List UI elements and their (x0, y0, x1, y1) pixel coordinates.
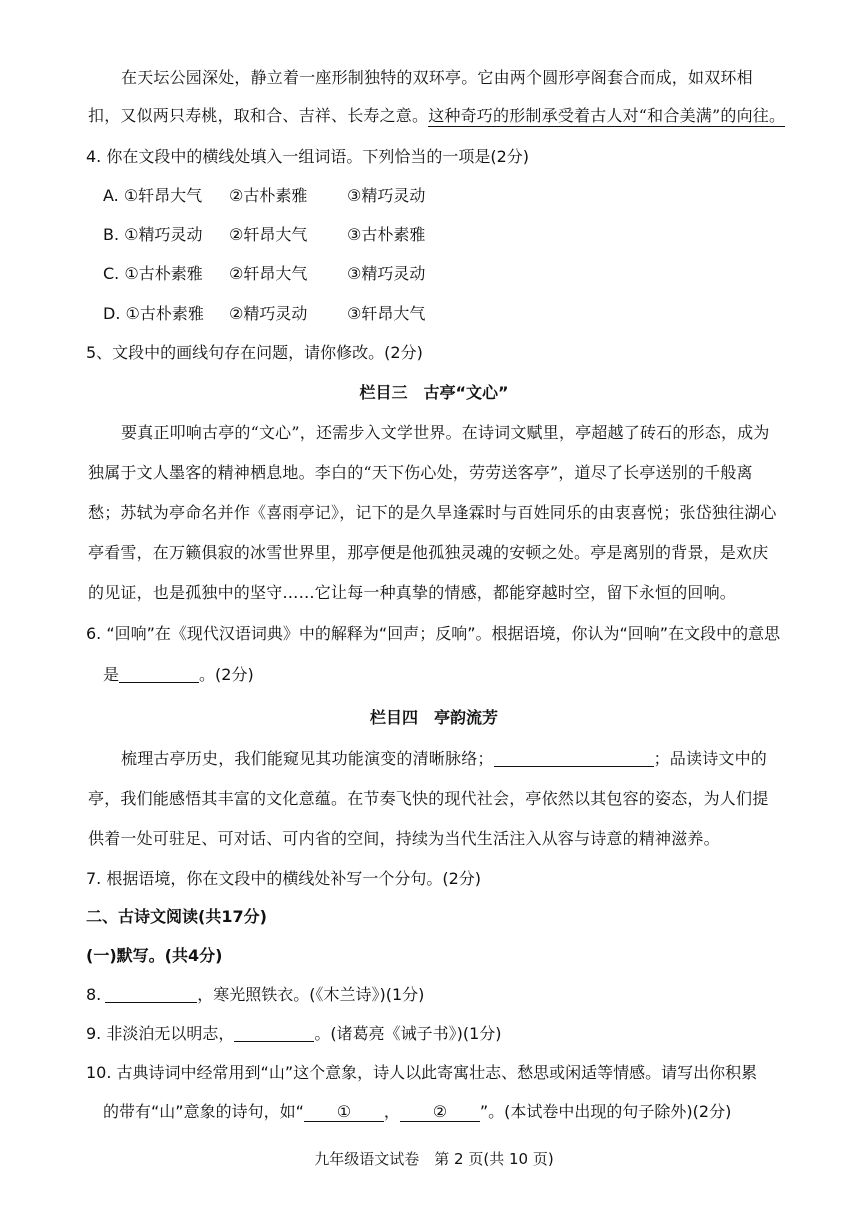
question-6-answer-line (103, 665, 254, 685)
question-9 (86, 1024, 502, 1044)
part-2-title: 二、古诗文阅读(共17分) (86, 907, 267, 926)
section-4-title: 栏目四 亭韵流芳 (369, 708, 498, 727)
passage-text: 扣，又似两只寿桃，取和合、吉祥、长寿之意。 (88, 106, 429, 125)
option-a-1[interactable]: A. ①轩昂大气 (103, 186, 203, 205)
option-b-3: ③古朴素雅 (347, 225, 426, 244)
answer-blank-1[interactable]: ① (304, 1103, 384, 1122)
passage-line: 独属于文人墨客的精神栖息地。李白的“天下伤心处，劳劳送客亭”，道尽了长亭送别的千般离 (88, 463, 753, 482)
question-8 (86, 985, 424, 1005)
option-d-3: ③轩昂大气 (347, 304, 426, 323)
option-d-2: ②精巧灵动 (229, 304, 308, 323)
passage-line (88, 106, 785, 126)
text: 是 (103, 665, 120, 684)
passage-line: 亭，我们能感悟其丰富的文化意蕴。在节奏飞快的现代社会，亭依然以其包容的姿态，为人们提 (88, 789, 769, 808)
question-10-answer-line (103, 1102, 731, 1122)
text: ， (383, 1102, 400, 1121)
text: 。(2分) (199, 665, 254, 684)
passage-line: 在天坛公园深处，静立着一座形制独特的双环亭。它由两个圆形亭阁套合而成，如双环相 (121, 68, 753, 87)
option-d-1[interactable]: D. ①古朴素雅 (103, 304, 204, 323)
question-4-stem: 4. 你在文段中的横线处填入一组词语。下列恰当的一项是(2分) (86, 147, 530, 166)
option-c-2: ②轩昂大气 (229, 264, 308, 283)
text: 9. 非淡泊无以明志， (86, 1024, 235, 1043)
fill-blank[interactable] (494, 750, 654, 767)
text: 梳理古亭历史，我们能窥见其功能演变的清晰脉络； (121, 749, 494, 768)
question-number: 8. (86, 985, 102, 1004)
answer-blank[interactable] (105, 986, 197, 1003)
text: ，寒光照铁衣。(《木兰诗》)(1分) (197, 985, 425, 1004)
passage-line: 愁；苏轼为亭命名并作《喜雨亭记》，记下的是久旱逢霖时与百姓同乐的由衷喜悦；张岱独往湖心 (88, 503, 777, 522)
question-7-stem: 7. 根据语境，你在文段中的横线处补写一个分句。(2分) (86, 869, 482, 888)
answer-blank-2[interactable]: ② (400, 1103, 480, 1122)
answer-blank[interactable] (234, 1025, 314, 1042)
option-c-1[interactable]: C. ①古朴素雅 (103, 264, 203, 283)
text: ”。(本试卷中出现的句子除外)(2分) (479, 1102, 732, 1121)
text: 。(诸葛亮《诫子书》)(1分) (314, 1024, 502, 1043)
option-a-3: ③精巧灵动 (347, 186, 426, 205)
option-b-1[interactable]: B. ①精巧灵动 (103, 225, 203, 244)
passage-line: 亭看雪，在万籁俱寂的冰雪世界里，那亭便是他孤独灵魂的安顿之处。亭是离别的背景，是欢庆 (88, 543, 769, 562)
part-2-1-title: (一)默写。(共4分) (86, 946, 223, 965)
passage-line: 要真正叩响古亭的“文心”，还需步入文学世界。在诗词文赋里，亭超越了砖石的形态，成为 (121, 423, 770, 442)
underlined-sentence: 这种奇巧的形制承受着古人对“和合美满”的向往。 (428, 106, 786, 125)
question-5-stem: 5、文段中的画线句存在问题，请你修改。(2分) (86, 343, 423, 362)
page-footer: 九年级语文试卷 第 2 页(共 10 页) (314, 1150, 554, 1168)
passage-line: 的见证，也是孤独中的坚守……它让每一种真挚的情感，都能穿越时空，留下永恒的回响。 (88, 583, 737, 602)
passage-line (121, 749, 767, 769)
passage-line: 供着一处可驻足、可对话、可内省的空间，持续为当代生活注入从容与诗意的精神滋养。 (88, 829, 720, 848)
answer-blank[interactable] (119, 666, 199, 683)
option-b-2: ②轩昂大气 (229, 225, 308, 244)
text: 的带有“山”意象的诗句，如“ (103, 1102, 304, 1121)
text: ；品读诗文中的 (653, 749, 768, 768)
question-6-stem: 6. “回响”在《现代汉语词典》中的解释为“回声；反响”。根据语境，你认为“回响”在文段中的意思 (86, 624, 781, 643)
option-a-2: ②古朴素雅 (229, 186, 308, 205)
option-c-3: ③精巧灵动 (347, 264, 426, 283)
section-3-title: 栏目三 古亭“文心” (359, 383, 509, 402)
question-10-stem: 10. 古典诗词中经常用到“山”这个意象，诗人以此寄寓壮志、愁思或闲适等情感。请写出你积累 (86, 1063, 758, 1082)
